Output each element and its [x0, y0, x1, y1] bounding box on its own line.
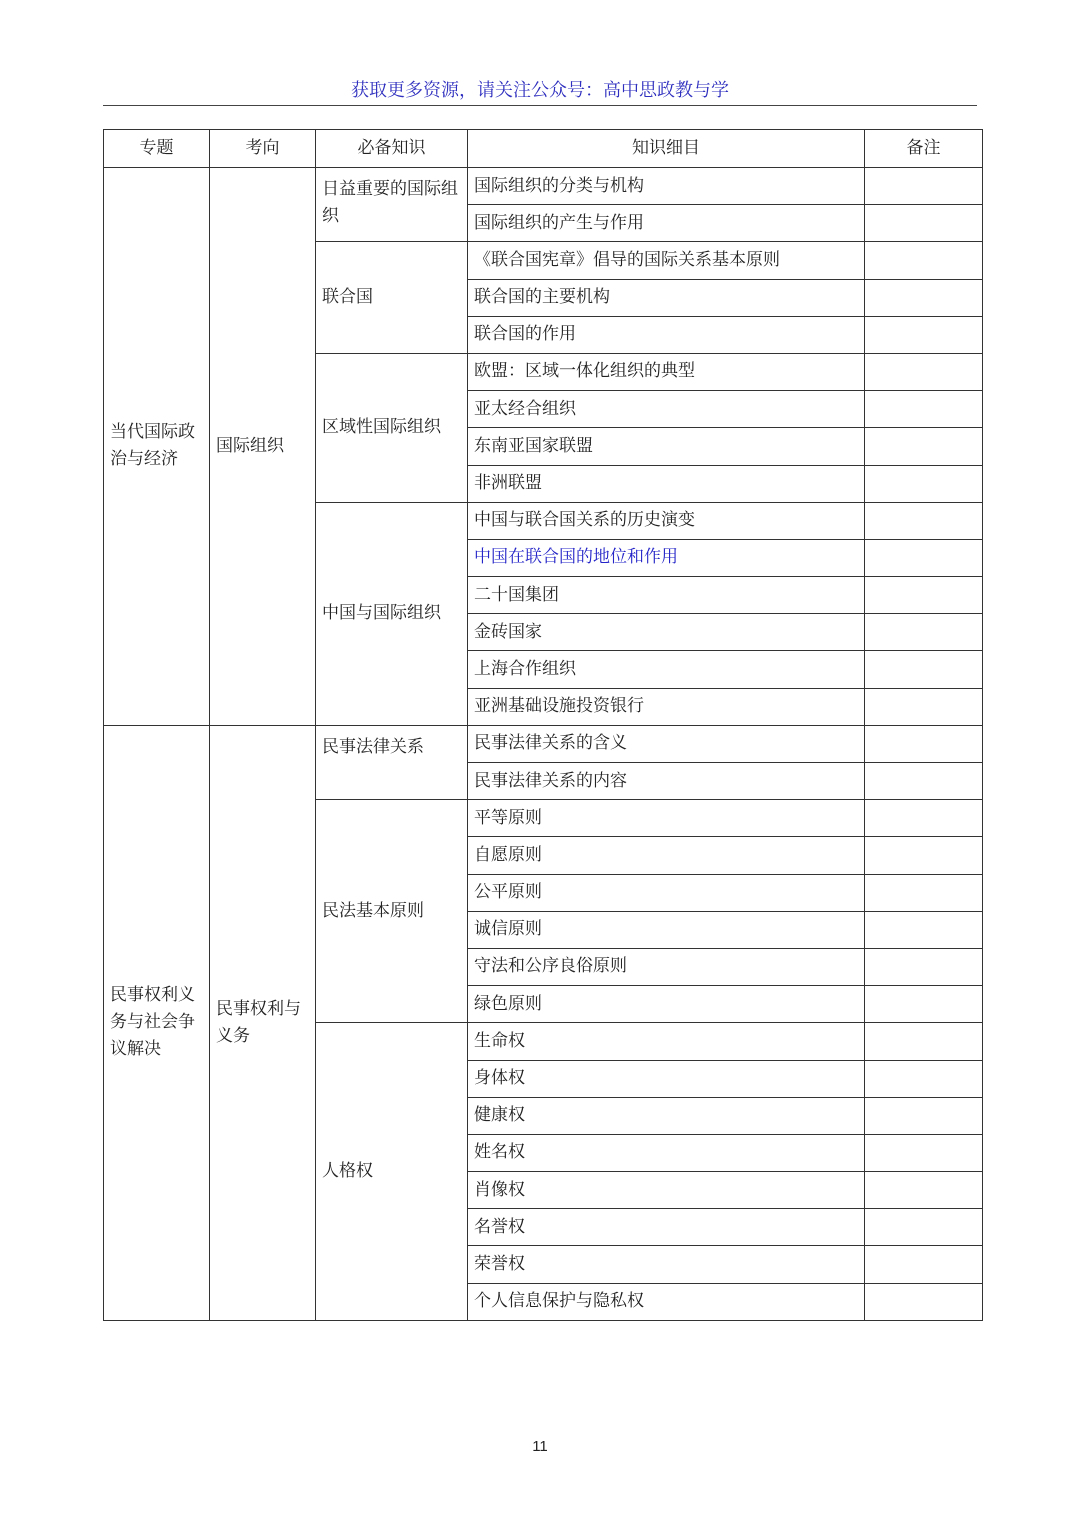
detail-cell: 民事法律关系的含义: [468, 725, 865, 762]
column-header-remark: 备注: [865, 130, 983, 168]
remark-cell: [865, 651, 983, 688]
remark-cell: [865, 205, 983, 242]
remark-cell: [865, 1134, 983, 1171]
remark-cell: [865, 465, 983, 502]
remark-cell: [865, 911, 983, 948]
remark-cell: [865, 948, 983, 985]
direction-cell: 国际组织: [210, 168, 316, 726]
remark-cell: [865, 837, 983, 874]
detail-cell: 公平原则: [468, 874, 865, 911]
detail-cell: 国际组织的产生与作用: [468, 205, 865, 242]
remark-cell: [865, 614, 983, 651]
remark-cell: [865, 242, 983, 279]
detail-cell: 东南亚国家联盟: [468, 428, 865, 465]
detail-cell: 国际组织的分类与机构: [468, 168, 865, 205]
knowledge-cell: 区域性国际组织: [316, 353, 468, 502]
detail-cell: 荣誉权: [468, 1246, 865, 1283]
detail-cell: 欧盟：区域一体化组织的典型: [468, 353, 865, 390]
detail-cell: 平等原则: [468, 800, 865, 837]
detail-cell: 亚太经合组织: [468, 391, 865, 428]
detail-cell: 诚信原则: [468, 911, 865, 948]
table-row: [104, 725, 983, 762]
remark-cell: [865, 725, 983, 762]
detail-cell: 中国与联合国关系的历史演变: [468, 502, 865, 539]
remark-cell: [865, 986, 983, 1023]
page-number: 11: [532, 1438, 548, 1455]
knowledge-cell: 人格权: [316, 1023, 468, 1321]
table-header-row: [104, 130, 983, 168]
topic-cell: 当代国际政治与经济: [104, 168, 210, 726]
topic-cell: 民事权利义务与社会争议解决: [104, 725, 210, 1320]
remark-cell: [865, 1283, 983, 1320]
detail-cell: 亚洲基础设施投资银行: [468, 688, 865, 725]
column-header-topic: 专题: [104, 130, 210, 168]
remark-cell: [865, 1172, 983, 1209]
page-header: 获取更多资源，请关注公众号：高中思政教与学: [351, 80, 729, 101]
column-header-detail: 知识细目: [468, 130, 865, 168]
remark-cell: [865, 502, 983, 539]
detail-cell: 联合国的作用: [468, 316, 865, 353]
remark-cell: [865, 279, 983, 316]
knowledge-cell: 民法基本原则: [316, 800, 468, 1023]
direction-cell: 民事权利与义务: [210, 725, 316, 1320]
remark-cell: [865, 577, 983, 614]
remark-cell: [865, 353, 983, 390]
header-divider: [103, 105, 977, 106]
detail-cell: 民事法律关系的内容: [468, 763, 865, 800]
detail-cell: 二十国集团: [468, 577, 865, 614]
remark-cell: [865, 168, 983, 205]
detail-cell: 名誉权: [468, 1209, 865, 1246]
remark-cell: [865, 316, 983, 353]
remark-cell: [865, 539, 983, 576]
remark-cell: [865, 874, 983, 911]
column-header-knowledge: 必备知识: [316, 130, 468, 168]
knowledge-cell: 联合国: [316, 242, 468, 354]
remark-cell: [865, 763, 983, 800]
remark-cell: [865, 688, 983, 725]
knowledge-cell: 日益重要的国际组织: [316, 168, 468, 242]
remark-cell: [865, 1023, 983, 1060]
knowledge-table: [103, 129, 983, 1321]
detail-cell: 肖像权: [468, 1172, 865, 1209]
detail-cell: 健康权: [468, 1097, 865, 1134]
detail-cell: 生命权: [468, 1023, 865, 1060]
knowledge-cell: 民事法律关系: [316, 725, 468, 799]
detail-cell-highlighted: 中国在联合国的地位和作用: [468, 539, 865, 576]
detail-cell: 身体权: [468, 1060, 865, 1097]
remark-cell: [865, 1060, 983, 1097]
remark-cell: [865, 1246, 983, 1283]
remark-cell: [865, 1209, 983, 1246]
remark-cell: [865, 800, 983, 837]
detail-cell: 自愿原则: [468, 837, 865, 874]
table-row: [104, 168, 983, 205]
detail-cell: 绿色原则: [468, 986, 865, 1023]
column-header-direction: 考向: [210, 130, 316, 168]
knowledge-cell: 中国与国际组织: [316, 502, 468, 725]
remark-cell: [865, 391, 983, 428]
remark-cell: [865, 1097, 983, 1134]
detail-cell: 《联合国宪章》倡导的国际关系基本原则: [468, 242, 865, 279]
remark-cell: [865, 428, 983, 465]
detail-cell: 联合国的主要机构: [468, 279, 865, 316]
detail-cell: 上海合作组织: [468, 651, 865, 688]
detail-cell: 守法和公序良俗原则: [468, 948, 865, 985]
detail-cell: 姓名权: [468, 1134, 865, 1171]
detail-cell: 非洲联盟: [468, 465, 865, 502]
detail-cell: 金砖国家: [468, 614, 865, 651]
detail-cell: 个人信息保护与隐私权: [468, 1283, 865, 1320]
